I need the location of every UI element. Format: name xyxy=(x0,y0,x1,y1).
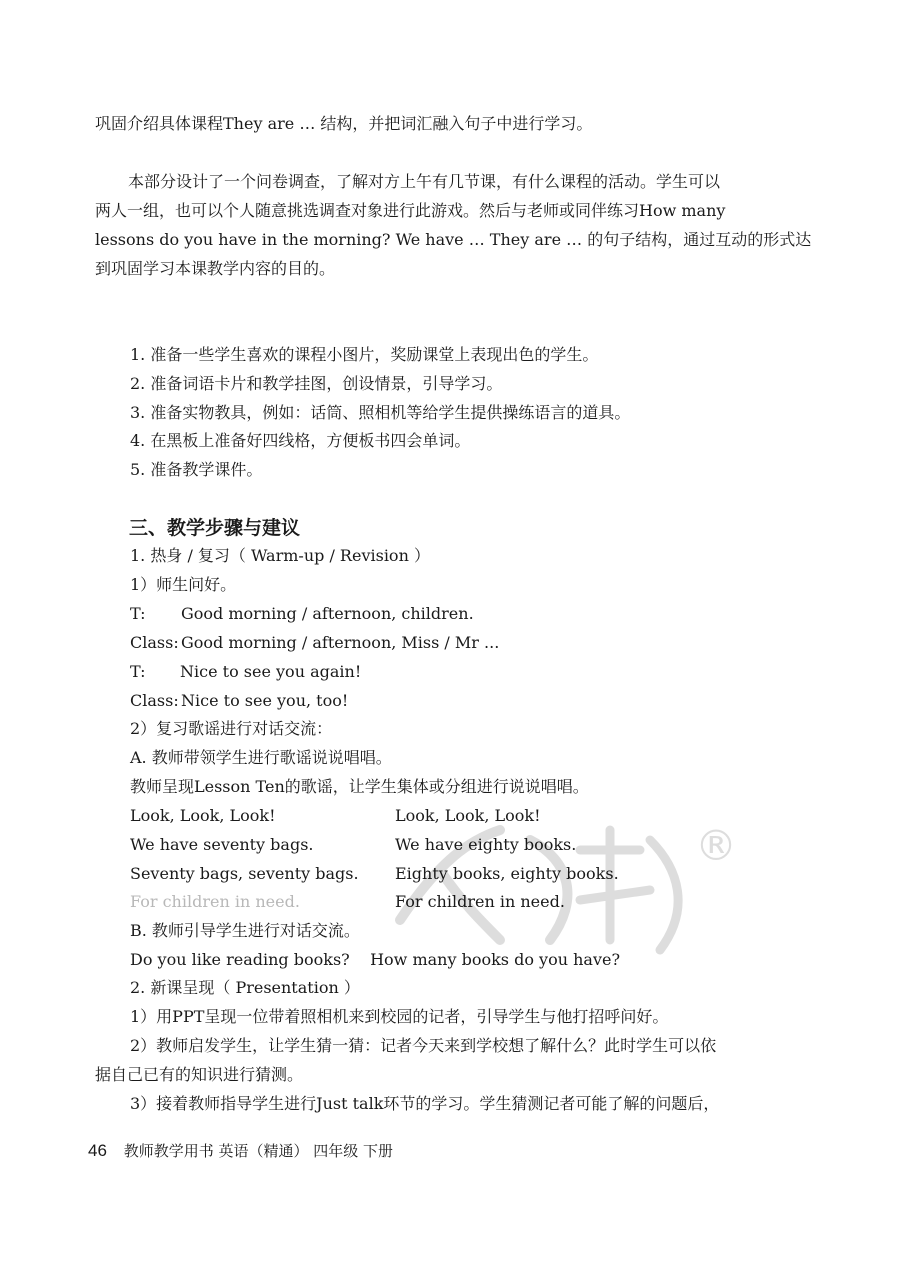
registered-mark: ® xyxy=(695,821,737,870)
list-item: 4. 在黑板上准备好四线格，方便板书四会单词。 xyxy=(130,431,471,450)
dialogue-text: Nice to see you again! xyxy=(180,662,362,681)
section-heading: 三、教学步骤与建议 xyxy=(129,517,301,539)
step-text: A. 教师带领学生进行歌谣说说唱唱。 xyxy=(130,748,392,767)
subsection-title: 1. 热身 / 复习（ Warm-up / Revision ） xyxy=(130,546,430,565)
page-number: 46 xyxy=(88,1141,107,1160)
dialogue-text: Good morning / afternoon, Miss / Mr ... xyxy=(181,633,500,652)
chant-line-right: Look, Look, Look! xyxy=(395,806,541,825)
list-item: 2. 准备词语卡片和教学挂图，创设情景，引导学习。 xyxy=(130,374,503,393)
chant-line-left: We have seventy bags. xyxy=(130,835,314,854)
list-item: 1. 准备一些学生喜欢的课程小图片，奖励课堂上表现出色的学生。 xyxy=(130,345,599,364)
dialogue-speaker: T: xyxy=(130,662,146,681)
chant-line-right: For children in need. xyxy=(395,892,565,911)
step-text: 教师呈现Lesson Ten的歌谣，让学生集体或分组进行说说唱唱。 xyxy=(130,777,589,796)
step-text: 3）接着教师指导学生进行Just talk环节的学习。学生猜测记者可能了解的问题后， xyxy=(130,1094,720,1113)
step-text: 据自己已有的知识进行猜测。 xyxy=(95,1065,304,1084)
list-item: 5. 准备教学课件。 xyxy=(130,460,263,479)
dialogue-speaker: Class: xyxy=(130,691,179,710)
step-text: 2）教师启发学生，让学生猜一猜：记者今天来到学校想了解什么？此时学生可以依 xyxy=(130,1036,717,1055)
book-title: 教师教学用书 英语（精通） 四年级 下册 xyxy=(123,1142,394,1160)
dialogue-text: Nice to see you, too! xyxy=(181,691,349,710)
paragraph-line: lessons do you have in the morning? We have … They are … 的句子结构，通过互动的形式达 xyxy=(95,230,812,249)
chant-line-left: For children in need. xyxy=(130,892,300,911)
step-text: B. 教师引导学生进行对话交流。 xyxy=(130,921,360,940)
list-item: 3. 准备实物教具，例如：话筒、照相机等给学生提供操练语言的道具。 xyxy=(130,403,631,422)
step-text: 1）师生问好。 xyxy=(130,575,237,594)
paragraph-line: 巩固介绍具体课程They are … 结构，并把词汇融入句子中进行学习。 xyxy=(95,114,593,133)
dialogue-text: Do you like reading books? How many books do you have? xyxy=(130,950,621,969)
step-text: 1）用PPT呈现一位带着照相机来到校园的记者，引导学生与他打招呼问好。 xyxy=(130,1007,669,1026)
page-footer xyxy=(88,1141,393,1161)
publisher-watermark-icon xyxy=(380,800,740,960)
step-text: 2）复习歌谣进行对话交流： xyxy=(130,719,333,738)
dialogue-speaker: T: xyxy=(130,604,146,623)
dialogue-text: Good morning / afternoon, children. xyxy=(181,604,474,623)
subsection-title: 2. 新课呈现（ Presentation ） xyxy=(130,978,360,997)
dialogue-speaker: Class: xyxy=(130,633,179,652)
paragraph-line: 到巩固学习本课教学内容的目的。 xyxy=(95,259,336,278)
chant-line-right: We have eighty books. xyxy=(395,835,577,854)
chant-line-left: Look, Look, Look! xyxy=(130,806,276,825)
chant-line-left: Seventy bags, seventy bags. xyxy=(130,864,359,883)
paragraph-line: 本部分设计了一个问卷调查，了解对方上午有几节课，有什么课程的活动。学生可以 xyxy=(128,172,721,191)
paragraph-line: 两人一组，也可以个人随意挑选调查对象进行此游戏。然后与老师或同伴练习How many xyxy=(95,201,726,220)
chant-line-right: Eighty books, eighty books. xyxy=(395,864,619,883)
